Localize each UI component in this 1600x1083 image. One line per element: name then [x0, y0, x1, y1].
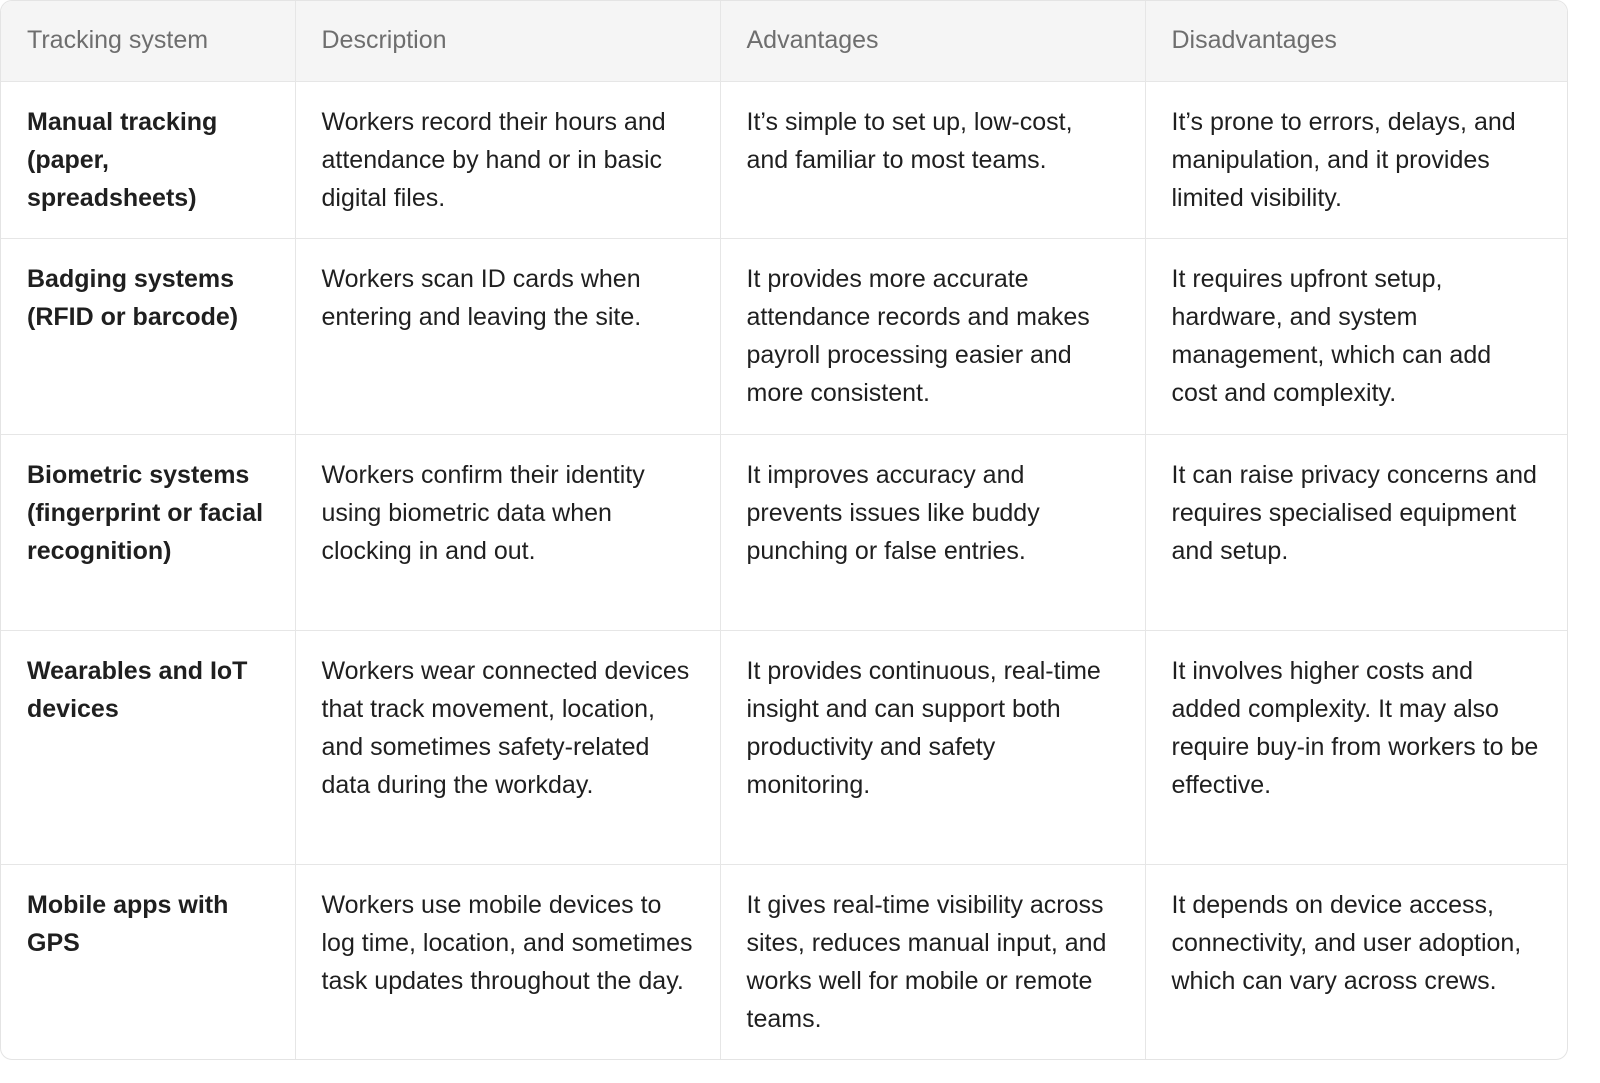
cell-disadvantages: It involves higher costs and added complexity. It may also require buy-in from workers to be effective. [1145, 630, 1568, 864]
cell-description: Workers scan ID cards when entering and leaving the site. [295, 238, 720, 434]
cell-advantages: It provides more accurate attendance records and makes payroll processing easier and more consistent. [720, 238, 1145, 434]
cell-disadvantages: It depends on device access, connectivity, and user adoption, which can vary across crews. [1171, 890, 1522, 995]
cell-disadvantages: It can raise privacy concerns and requires specialised equipment and setup. [1145, 434, 1568, 630]
cell-tracking-system: Manual tracking (paper, spreadsheets) [1, 81, 295, 238]
cell-tracking-system: Badging systems (RFID or barcode) [1, 238, 295, 434]
cell-advantages: It gives real-time visibility across sites, reduces manual input, and works well for mobile or remote teams. [720, 864, 1145, 1060]
cell-description: Workers use mobile devices to log time, location, and sometimes task updates throughout the day. [295, 864, 720, 1060]
table-row [1, 864, 1568, 1060]
table-header [1, 1, 1568, 81]
table-row [1, 238, 1568, 434]
table-row [1, 630, 1568, 864]
column-header-disadvantages: Disadvantages [1145, 1, 1568, 81]
cell-advantages: It improves accuracy and prevents issues like buddy punching or false entries. [720, 434, 1145, 630]
cell-tracking-system: Wearables and IoT devices [1, 630, 295, 864]
cell-description: Workers record their hours and attendance by hand or in basic digital files. [295, 81, 720, 238]
cell-disadvantages: It’s prone to errors, delays, and manipulation, and it provides limited visibility. [1145, 81, 1568, 238]
cell-description: Workers wear connected devices that track movement, location, and sometimes safety-related data during the workday. [295, 630, 720, 864]
table-row [1, 81, 1568, 238]
column-header-tracking-system: Tracking system [1, 1, 295, 81]
cell-disadvantages: It requires upfront setup, hardware, and system management, which can add cost and complexity. [1145, 238, 1568, 434]
cell-advantages: It’s simple to set up, low-cost, and familiar to most teams. [720, 81, 1145, 238]
tracking-systems-table [1, 1, 1568, 1060]
cell-advantages: It provides continuous, real-time insight and can support both productivity and safety monitoring. [720, 630, 1145, 864]
table-row [1, 434, 1568, 630]
cell-tracking-system: Mobile apps with GPS [1, 864, 295, 1060]
column-header-description: Description [295, 1, 720, 81]
header-row [1, 1, 1568, 81]
table-body [1, 81, 1568, 1060]
cell-tracking-system: Biometric systems (fingerprint or facial recognition) [1, 434, 295, 630]
column-header-advantages: Advantages [720, 1, 1145, 81]
cell-description: Workers confirm their identity using biometric data when clocking in and out. [295, 434, 720, 630]
